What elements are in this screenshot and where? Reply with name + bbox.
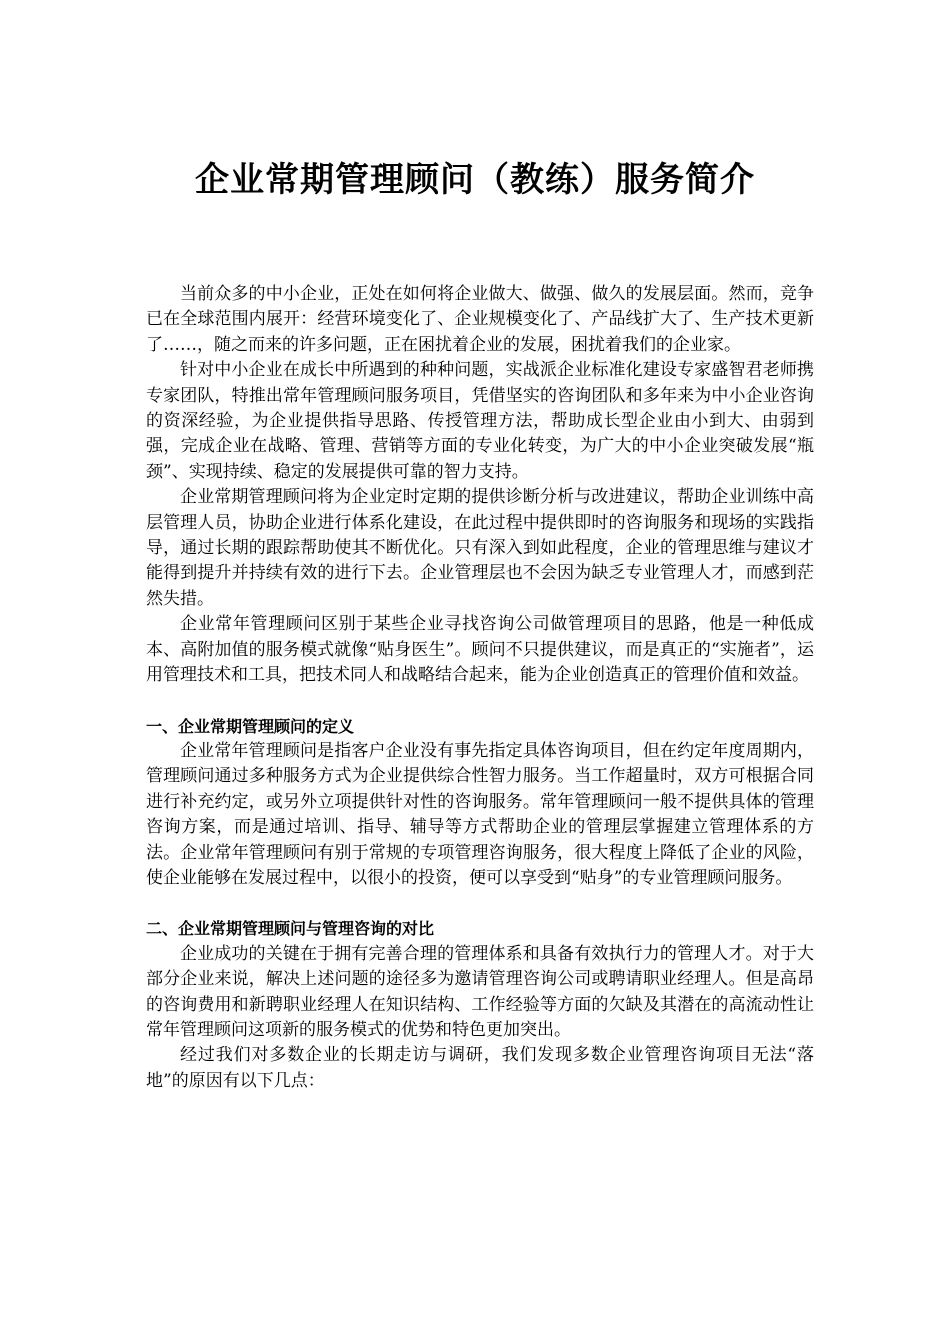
section-2-heading: 二、企业常期管理顾问与管理咨询的对比 bbox=[146, 919, 435, 939]
intro-paragraph-3: 企业常期管理顾问将为企业定时定期的提供诊断分析与改进建议，帮助企业训练中高层管理人员，协助企业进行体系化建设，在此过程中提供即时的咨询服务和现场的实践指导，通过长期的跟踪帮助使其不断优化。只有深入到如此程度，企业的管理思维与建议才能得到提升并持续有效的进行下去。企业管理层也不会因为缺乏专业管理人才，而感到茫然失措。 bbox=[146, 487, 814, 609]
section-2-paragraph-2: 经过我们对多数企业的长期走访与调研，我们发现多数企业管理咨询项目无法“落地”的原因有以下几点： bbox=[146, 1045, 814, 1091]
intro-paragraph-2: 针对中小企业在成长中所遇到的种种问题，实战派企业标准化建设专家盛智君老师携专家团队，特推出常年管理顾问服务项目，凭借坚实的咨询团队和多年来为中小企业咨询的资深经验，为企业提供指导思路、传授管理方法，帮助成长型企业由小到大、由弱到强，完成企业在战略、管理、营销等方面的专业化转变，为广大的中小企业突破发展“瓶颈”、实现持续、稳定的发展提供可靠的智力支持。 bbox=[146, 360, 814, 482]
section-1-paragraph-1: 企业常年管理顾问是指客户企业没有事先指定具体咨询项目，但在约定年度周期内，管理顾问通过多种服务方式为企业提供综合性智力服务。当工作超量时，双方可根据合同进行补充约定，或另外立项提供针对性的咨询服务。常年管理顾问一般不提供具体的管理咨询方案，而是通过培训、指导、辅导等方式帮助企业的管理层掌握建立管理体系的方法。企业常年管理顾问有别于常规的专项管理咨询服务，很大程度上降低了企业的风险，使企业能够在发展过程中，以很小的投资，便可以享受到“贴身”的专业管理顾问服务。 bbox=[146, 740, 814, 888]
intro-paragraph-1: 当前众多的中小企业，正处在如何将企业做大、做强、做久的发展层面。然而，竞争已在全球范围内展开：经营环境变化了、企业规模变化了、产品线扩大了、生产技术更新了……，随之而来的许多问题，正在困扰着企业的发展，困扰着我们的企业家。 bbox=[146, 284, 814, 355]
intro-paragraph-4: 企业常年管理顾问区别于某些企业寻找咨询公司做管理项目的思路，他是一种低成本、高附加值的服务模式就像“贴身医生”。顾问不只提供建议，而是真正的“实施者”，运用管理技术和工具，把技术同人和战略结合起来，能为企业创造真正的管理价值和效益。 bbox=[146, 614, 814, 686]
document-body bbox=[146, 282, 814, 1094]
document-title: 企业常期管理顾问（教练）服务简介 bbox=[195, 160, 755, 200]
section-2-paragraph-1: 企业成功的关键在于拥有完善合理的管理体系和具备有效执行力的管理人才。对于大部分企业来说，解决上述问题的途径多为邀请管理咨询公司或聘请职业经理人。但是高昂的咨询费用和新聘职业经理人在知识结构、工作经验等方面的欠缺及其潜在的高流动性让常年管理顾问这项新的服务模式的优势和特色更加突出。 bbox=[146, 943, 814, 1040]
section-1-heading: 一、企业常期管理顾问的定义 bbox=[146, 716, 355, 736]
